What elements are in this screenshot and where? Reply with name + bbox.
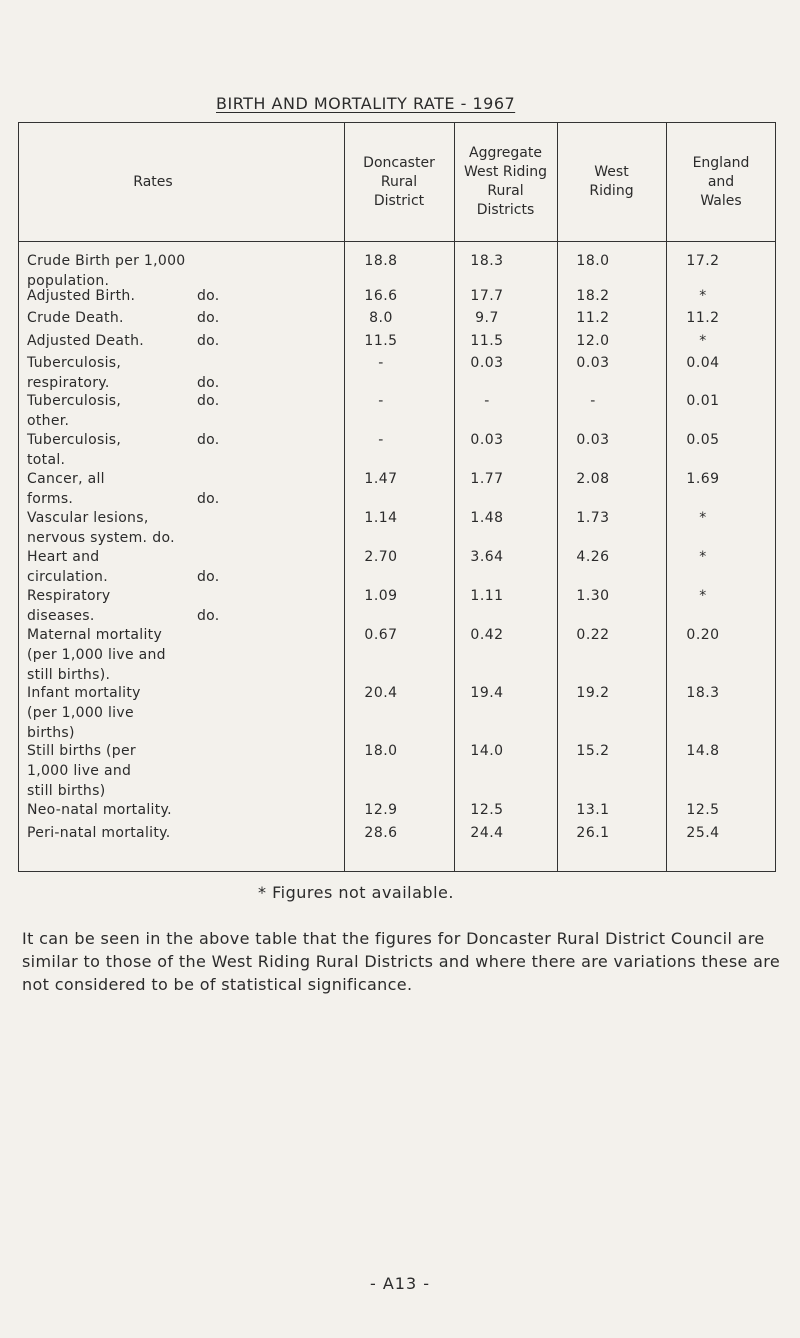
header-west-riding: West Riding — [589, 164, 634, 199]
row-label-line: Cancer, all — [27, 471, 105, 487]
table-cell: 0.03 — [576, 432, 610, 448]
row-label — [27, 353, 345, 393]
table-cell: - — [378, 355, 384, 371]
table-cell: 18.2 — [576, 288, 610, 304]
table-cell: 19.4 — [470, 685, 504, 701]
row-label — [27, 251, 345, 291]
table-cell: 4.26 — [576, 549, 610, 565]
table-cell: 1.69 — [686, 471, 720, 487]
table-cell: 0.22 — [576, 627, 610, 643]
row-label-line: Neo-natal mortality. — [27, 802, 172, 818]
table-cell: * — [699, 588, 707, 604]
row-label-line: Vascular lesions, — [27, 510, 149, 526]
header-aggregate: Aggregate West Riding Rural Districts — [463, 145, 548, 218]
row-label-line: Tuberculosis, — [27, 355, 122, 371]
row-label — [27, 508, 345, 548]
table-cell: 17.7 — [470, 288, 504, 304]
row-label-line: total. — [27, 452, 66, 468]
row-label-line: other. — [27, 413, 70, 429]
table-cell: 12.5 — [470, 802, 504, 818]
row-label-line: diseases. do. — [27, 608, 220, 624]
table-cell: 18.8 — [364, 253, 398, 269]
row-label-line: births) — [27, 725, 75, 741]
ditto-mark: do. — [197, 491, 220, 507]
table-cell: 1.09 — [364, 588, 398, 604]
table-cell: - — [378, 393, 384, 409]
table-cell: 25.4 — [686, 825, 720, 841]
rates-table — [18, 122, 776, 872]
table-cell: 11.5 — [470, 333, 504, 349]
table-cell: 0.67 — [364, 627, 398, 643]
row-label-line: still births). — [27, 667, 111, 683]
table-cell: 28.6 — [364, 825, 398, 841]
header-doncaster: Doncaster Rural District — [363, 154, 435, 209]
table-cell: 20.4 — [364, 685, 398, 701]
row-label — [27, 586, 345, 626]
table-cell: 2.70 — [364, 549, 398, 565]
row-label-line: Infant mortality — [27, 685, 141, 701]
table-cell: * — [699, 510, 707, 526]
row-label-line: Peri-natal mortality. — [27, 825, 171, 841]
row-label — [27, 683, 345, 743]
row-label-line: (per 1,000 live and — [27, 647, 166, 663]
table-cell: - — [378, 432, 384, 448]
table-cell: 8.0 — [369, 310, 393, 326]
table-cell: 16.6 — [364, 288, 398, 304]
row-label — [27, 391, 345, 431]
footnote: * Figures not available. — [258, 883, 454, 902]
table-cell: 26.1 — [576, 825, 610, 841]
table-cell: 0.03 — [470, 355, 504, 371]
row-label — [27, 625, 345, 685]
table-cell: 3.64 — [470, 549, 504, 565]
ditto-mark: do. — [197, 333, 220, 349]
row-label — [27, 286, 345, 306]
table-cell: 12.9 — [364, 802, 398, 818]
ditto-mark: do. — [197, 608, 220, 624]
row-label-line: nervous system. do. — [27, 530, 175, 546]
ditto-mark: do. — [197, 288, 220, 304]
row-label-line: (per 1,000 live — [27, 705, 134, 721]
row-label-line: Tuberculosis, do. — [27, 393, 220, 409]
table-cell: 0.05 — [686, 432, 720, 448]
header-rates: Rates — [133, 173, 173, 190]
table-cell: 0.04 — [686, 355, 720, 371]
row-label-line: Respiratory — [27, 588, 111, 604]
table-cell: * — [699, 549, 707, 565]
table-cell: 1.77 — [470, 471, 504, 487]
table-cell: * — [699, 288, 707, 304]
row-label-line: still births) — [27, 783, 106, 799]
row-label-line: Adjusted Birth. do. — [27, 288, 220, 304]
ditto-mark: do. — [197, 375, 220, 391]
table-cell: 12.5 — [686, 802, 720, 818]
table-cell: 1.14 — [364, 510, 398, 526]
table-cell: 0.03 — [576, 355, 610, 371]
row-label-line: forms. do. — [27, 491, 220, 507]
row-label — [27, 823, 345, 843]
table-cell: 0.03 — [470, 432, 504, 448]
row-label — [27, 547, 345, 587]
row-label — [27, 469, 345, 509]
table-cell: * — [699, 333, 707, 349]
row-label-line: Tuberculosis, do. — [27, 432, 220, 448]
row-label-line: population. — [27, 273, 110, 289]
row-label-line: Crude Birth per 1,000 — [27, 253, 186, 269]
page-title: BIRTH AND MORTALITY RATE - 1967 — [216, 94, 516, 113]
row-label-line: Maternal mortality — [27, 627, 163, 643]
page-number: - A13 - — [369, 1274, 431, 1293]
table-cell: 18.0 — [576, 253, 610, 269]
row-label-line: Heart and — [27, 549, 100, 565]
row-label-line: Still births (per — [27, 743, 136, 759]
row-label-line: Crude Death. do. — [27, 310, 220, 326]
table-cell: 18.3 — [470, 253, 504, 269]
table-cell: 13.1 — [576, 802, 610, 818]
row-label-line: circulation. do. — [27, 569, 220, 585]
table-cell: 18.3 — [686, 685, 720, 701]
table-cell: 9.7 — [475, 310, 499, 326]
table-cell: - — [590, 393, 596, 409]
row-label — [27, 331, 345, 351]
row-label-line: Adjusted Death. do. — [27, 333, 220, 349]
table-cell: 1.73 — [576, 510, 610, 526]
header-divider — [19, 241, 775, 242]
table-cell: 0.42 — [470, 627, 504, 643]
table-cell: 15.2 — [576, 743, 610, 759]
table-cell: 11.5 — [364, 333, 398, 349]
table-cell: - — [484, 393, 490, 409]
ditto-mark: do. — [197, 569, 220, 585]
table-cell: 11.2 — [576, 310, 610, 326]
table-cell: 24.4 — [470, 825, 504, 841]
ditto-mark: do. — [197, 310, 220, 326]
row-label — [27, 308, 345, 328]
ditto-mark: do. — [152, 530, 175, 546]
table-cell: 1.11 — [470, 588, 504, 604]
table-cell: 1.48 — [470, 510, 504, 526]
summary-paragraph: It can be seen in the above table that the figures for Doncaster Rural District Council are similar to those of the West Riding Rural Districts and where there are variations these are not considered to be of statistical significance. — [22, 929, 781, 994]
table-cell: 18.0 — [364, 743, 398, 759]
row-label — [27, 800, 345, 820]
table-cell: 1.47 — [364, 471, 398, 487]
row-label-line: 1,000 live and — [27, 763, 132, 779]
row-label — [27, 741, 345, 801]
table-cell: 2.08 — [576, 471, 610, 487]
table-cell: 17.2 — [686, 253, 720, 269]
table-cell: 12.0 — [576, 333, 610, 349]
table-cell: 0.20 — [686, 627, 720, 643]
table-cell: 14.8 — [686, 743, 720, 759]
row-label-line: respiratory. do. — [27, 375, 220, 391]
table-cell: 19.2 — [576, 685, 610, 701]
table-cell: 0.01 — [686, 393, 720, 409]
table-cell: 11.2 — [686, 310, 720, 326]
ditto-mark: do. — [197, 393, 220, 409]
row-label — [27, 430, 345, 470]
ditto-mark: do. — [197, 432, 220, 448]
header-england: England and Wales — [692, 154, 750, 209]
table-cell: 1.30 — [576, 588, 610, 604]
table-cell: 14.0 — [470, 743, 504, 759]
